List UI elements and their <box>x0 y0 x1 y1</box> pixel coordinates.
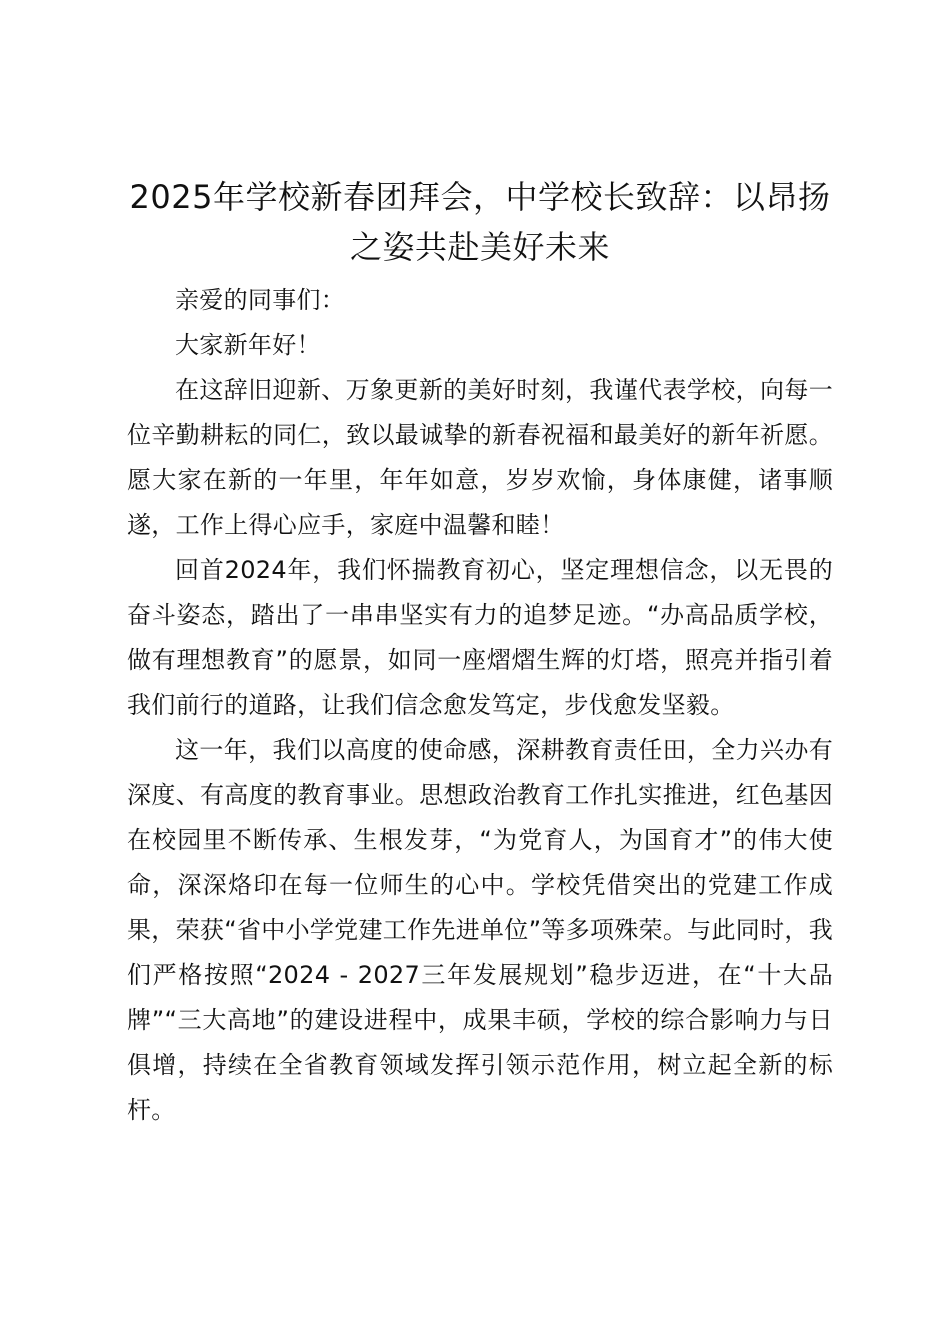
new-year-greeting-paragraph: 大家新年好！ <box>175 331 321 359</box>
document-title: 2025年学校新春团拜会，中学校长致辞：以昂扬之姿共赴美好未来 <box>129 178 831 266</box>
salutation-paragraph: 亲爱的同事们： <box>175 286 346 314</box>
document-body <box>127 172 833 1133</box>
blessing-paragraph: 在这辞旧迎新、万象更新的美好时刻，我谨代表学校，向每一位辛勤耕耘的同仁，致以最诚挚的新春祝福和最美好的新年祈愿。愿大家在新的一年里，年年如意，岁岁欢愉，身体康健，诸事顺遂，工作上得心应手，家庭中温馨和睦！ <box>127 376 833 539</box>
achievements-paragraph: 这一年，我们以高度的使命感，深耕教育责任田，全力兴办有深度、有高度的教育事业。思想政治教育工作扎实推进，红色基因在校园里不断传承、生根发芽，“为党育人，为国育才”的伟大使命，深深烙印在每一位师生的心中。学校凭借突出的党建工作成果，荣获“省中小学党建工作先进单位”等多项殊荣。与此同时，我们严格按照“2024 - 2027三年发展规划”稳步迈进，在“十大品牌”“三大高地”的建设进程中，成果丰硕，学校的综合影响力与日俱增，持续在全省教育领域发挥引领示范作用，树立起全新的标杆。 <box>127 736 833 1124</box>
review-2024-paragraph: 回首2024年，我们怀揣教育初心，坚定理想信念，以无畏的奋斗姿态，踏出了一串串坚实有力的追梦足迹。“办高品质学校，做有理想教育”的愿景，如同一座熠熠生辉的灯塔，照亮并指引着我们前行的道路，让我们信念愈发笃定，步伐愈发坚毅。 <box>127 556 833 719</box>
